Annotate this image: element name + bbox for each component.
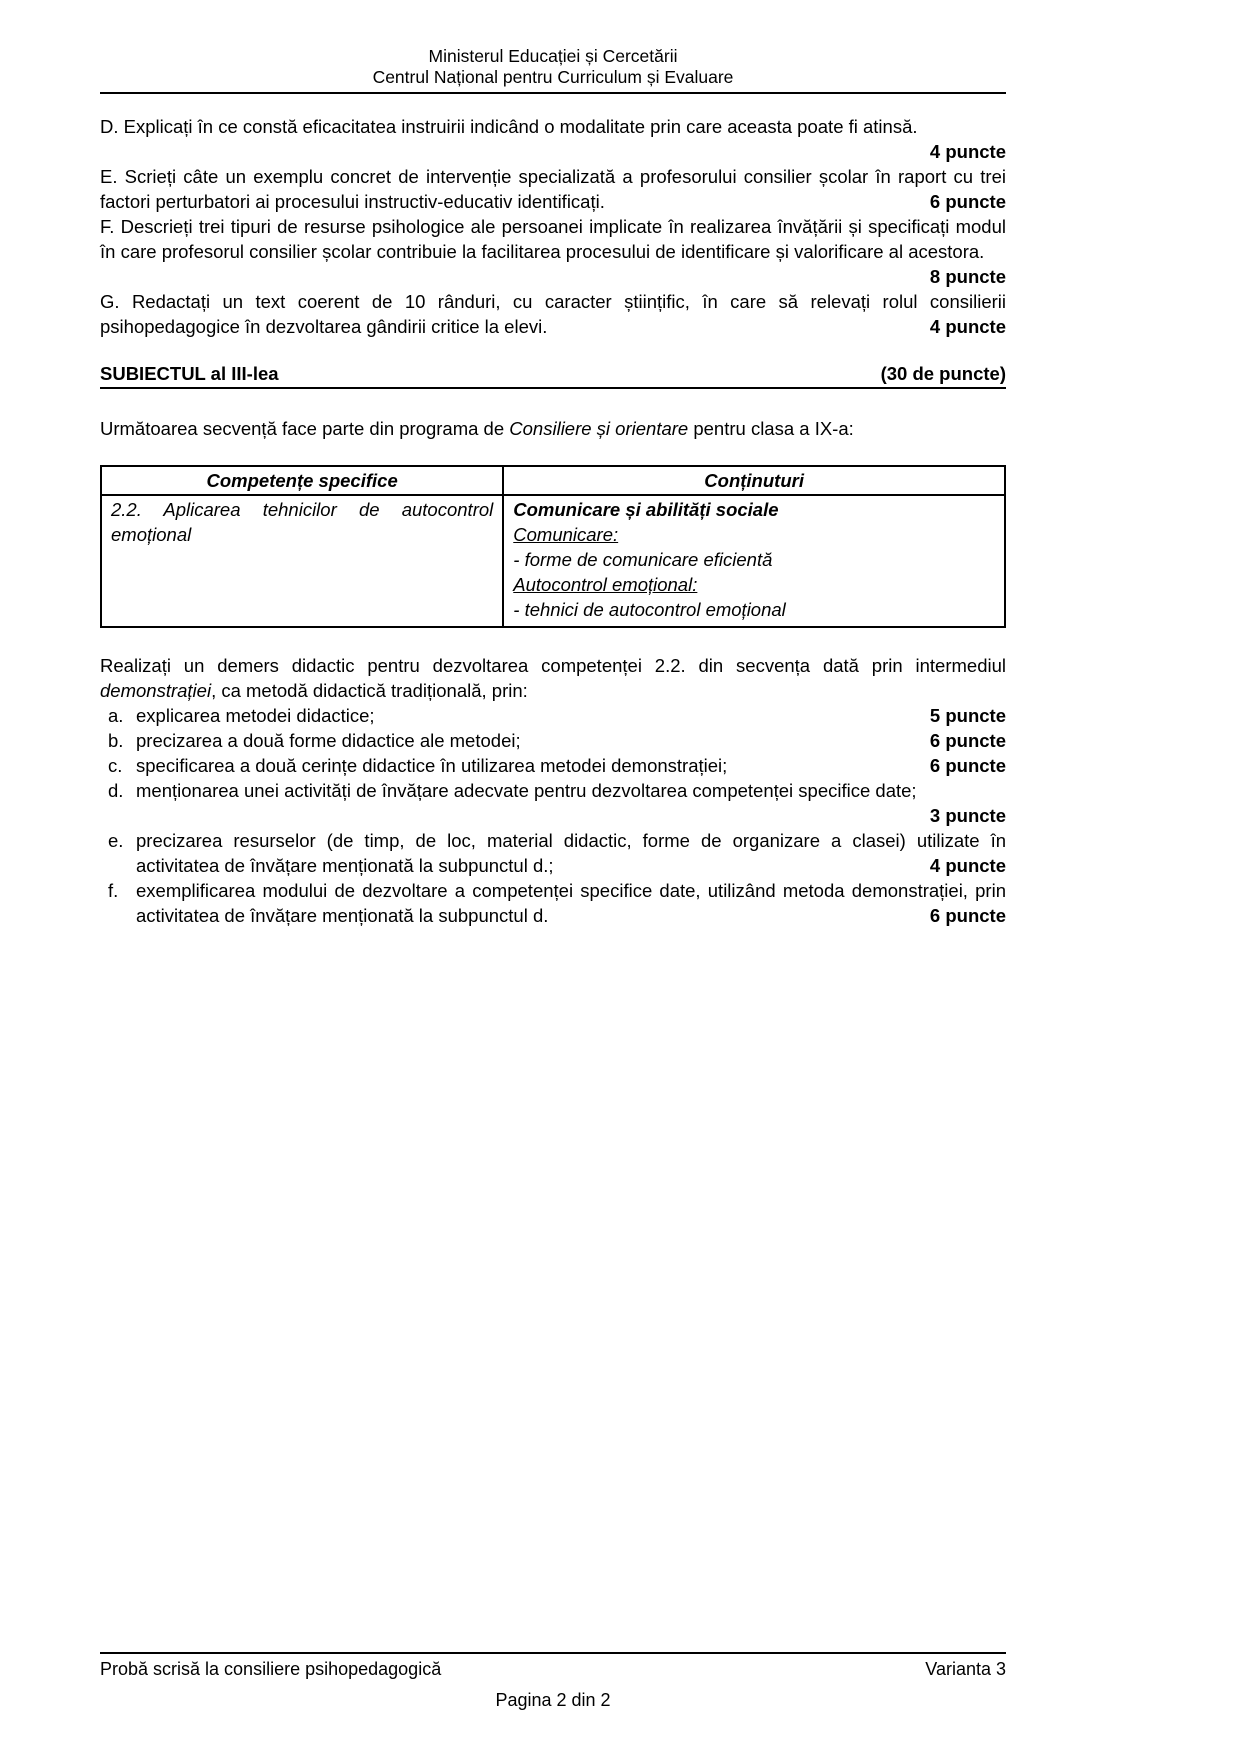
program-intro-course: Consiliere și orientare [509,418,689,439]
continut-line-comunicare [513,522,995,547]
exam-item-D [100,114,1006,164]
list-item-e-text: precizarea resurselor (de timp, de loc, material didactic, forme de organizare a clasei) utilizate în activitatea de învățare menționată la subpunctul d.; [136,830,1006,876]
program-intro-pre: Următoarea secvență face parte din programa de [100,418,510,439]
continut-autocontrol-label: Autocontrol emoțional: [513,574,698,595]
task-intro-post: , ca metodă didactică tradițională, prin: [211,680,528,701]
list-item-a-letter: a. [108,705,124,726]
list-item-d-points: 3 puncte [929,805,1006,826]
document-header [100,46,1006,94]
continut-line-autocontrol [513,572,995,597]
exam-item-G [100,289,1006,339]
table-header-row [101,466,1005,495]
continut-line-tehnici: - tehnici de autocontrol emoțional [513,599,786,620]
continut-line-forme: - forme de comunicare eficientă [513,549,773,570]
table-body-row [101,495,1005,627]
exam-item-F [100,214,1006,289]
exam-item-G-points: 4 puncte [929,316,1006,337]
list-item-c-points: 6 puncte [929,755,1006,776]
continuturi-column-header: Conținuturi [503,466,1005,495]
list-item-d-text: menționarea unei activități de învățare adecvate pentru dezvoltarea competenței specifice date; [136,780,917,801]
task-intro-method: demonstrației [100,680,212,701]
exam-item-F-text: F. Descrieți trei tipuri de resurse psihologice ale persoanei implicate în realizarea învățării și specificați modul în care profesorul consilier școlar contribuie la facilitarea procesului de identificare și valorificare al acestora. [100,216,1006,262]
page-footer [100,1652,1006,1713]
list-item-e-points: 4 puncte [929,855,1006,876]
list-item-f-letter: f. [108,880,119,901]
list-item-b [100,728,1006,753]
list-item-c [100,753,1006,778]
exam-item-F-points: 8 puncte [929,266,1006,287]
list-item-d-letter: d. [108,780,124,801]
list-item-c-text: specificarea a două cerințe didactice în utilizarea metodei demonstrației; [136,755,728,776]
subject-iii-title: SUBIECTUL al III-lea [100,363,279,384]
continut-comunicare-label: Comunicare: [513,524,619,545]
program-intro [100,416,1006,441]
competenta-cell: 2.2. Aplicarea tehnicilor de autocontrol emoțional [101,495,503,627]
task-intro [100,653,1006,703]
list-item-b-body [136,728,1006,753]
footer-variant: Varianta 3 [925,1659,1006,1679]
list-item-e [100,828,1006,878]
task-intro-pre: Realizați un demers didactic pentru dezvoltarea competenței 2.2. din secvența dată prin intermediul [100,655,1006,676]
exam-item-E [100,164,1006,214]
subject-iii-heading [100,361,1006,389]
list-item-a [100,703,1006,728]
list-item-f-points: 6 puncte [929,905,1006,926]
subject-iii-points: (30 de puncte) [880,363,1006,384]
list-item-b-text: precizarea a două forme didactice ale metodei; [136,730,521,751]
list-item-d [100,778,1006,828]
list-item-f-text: exemplificarea modului de dezvoltare a competenței specifice date, utilizând metoda demonstrației, prin activitatea de învățare menționată la subpunctul d. [136,880,1006,926]
list-item-c-body [136,753,1006,778]
exam-item-D-text: D. Explicați în ce constă eficacitatea instruirii indicând o modalitate prin care aceasta poate fi atinsă. [100,116,918,137]
list-item-e-body [136,828,1006,878]
exam-item-E-points: 6 puncte [929,191,1006,212]
page-content [100,46,1006,928]
center-name: Centrul Național pentru Curriculum și Evaluare [372,67,734,87]
list-item-d-body [136,778,1006,828]
program-intro-post: pentru clasa a IX-a: [688,418,854,439]
continut-line-title: Comunicare și abilități sociale [513,499,779,520]
ministry-name: Ministerul Educației și Cercetării [428,46,678,66]
competente-column-header: Competențe specifice [101,466,503,495]
list-item-f [100,878,1006,928]
exam-item-G-text: G. Redactați un text coerent de 10 rânduri, cu caracter științific, în care să relevați rolul consilierii psihopedagogice în dezvoltarea gândirii critice la elevi. [100,291,1006,337]
list-item-a-text: explicarea metodei didactice; [136,705,375,726]
footer-exam-title: Probă scrisă la consiliere psihopedagogică [100,1659,442,1679]
list-item-b-points: 6 puncte [929,730,1006,751]
exam-item-D-points: 4 puncte [929,141,1006,162]
list-item-a-body [136,703,1006,728]
exam-item-E-text: E. Scrieți câte un exemplu concret de intervenție specializată a profesorului consilier școlar în raport cu trei factori perturbatori ai procesului instructiv-educativ identificați. [100,166,1006,212]
list-item-a-points: 5 puncte [929,705,1006,726]
list-item-f-body [136,878,1006,928]
footer-row [100,1652,1006,1682]
continuturi-cell [503,495,1005,627]
list-item-e-letter: e. [108,830,124,851]
list-item-c-letter: c. [108,755,123,776]
list-item-b-letter: b. [108,730,124,751]
footer-page-number: Pagina 2 din 2 [495,1690,611,1710]
program-sequence-table [100,465,1006,628]
